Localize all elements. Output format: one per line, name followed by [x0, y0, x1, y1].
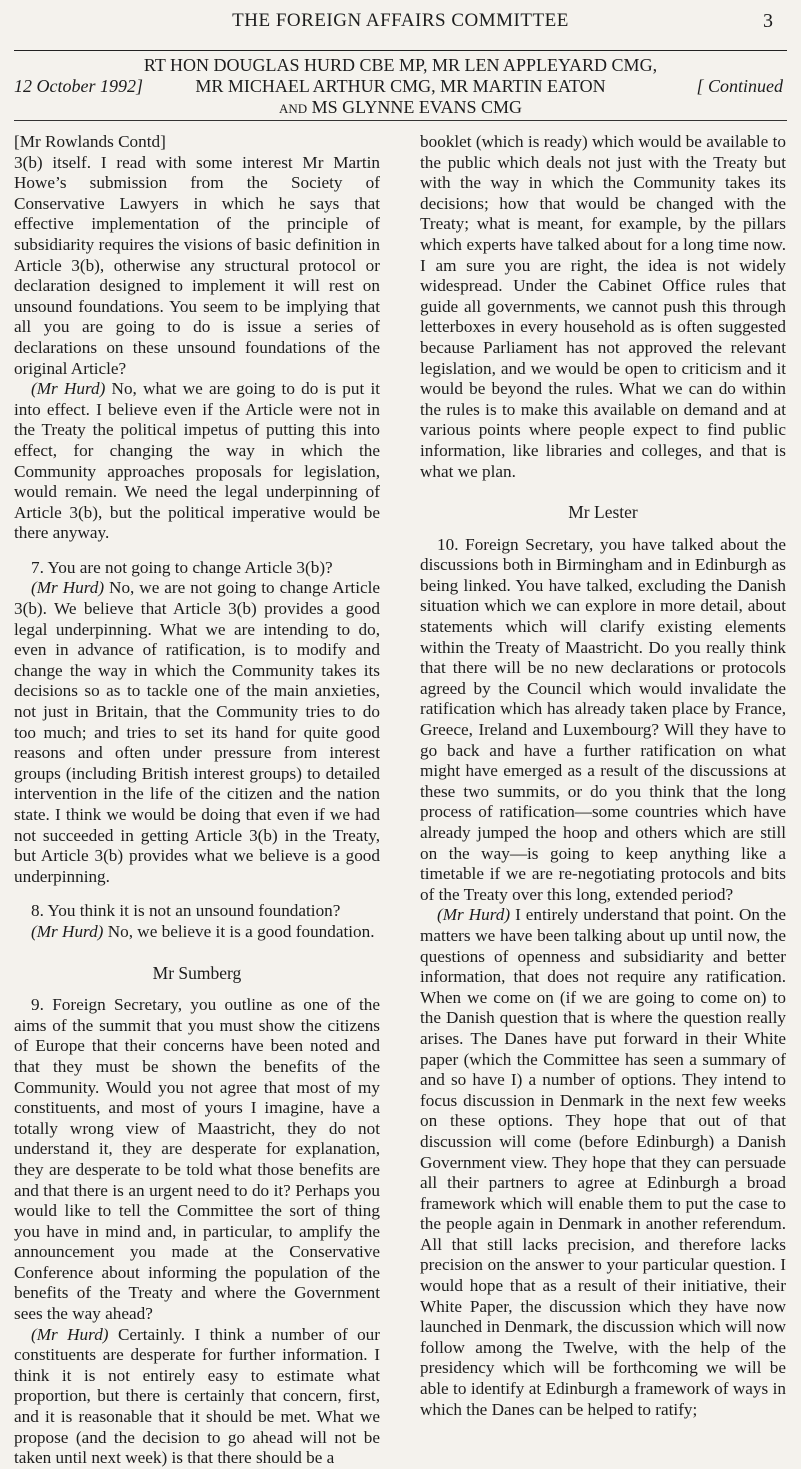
- answer-7: [14, 578, 380, 887]
- hearing-date: 12 October 1992]: [14, 76, 143, 96]
- header-rule: [14, 120, 787, 121]
- question-9: 9. Foreign Secretary, you outline as one of the aims of the summit that you must show the citizens of Europe that their concerns have been noted and that they must be shown the benefits of the Community. Would you not agree that most of my constituents, and most of yours I imagine, have a totally wrong view of Maastricht, they do not understand it, they are desperate for explanation, they are desperate to be told what those benefits are and that there is an urgent need to do it? Perhaps you would like to tell the Committee the sort of thing you have in mind and, in particular, to amplify the announcement you made at the Conservative Conference about informing the population of the benefits of the Treaty and where the Government sees the way ahead?: [14, 995, 380, 1324]
- continued-label: [ Continued: [696, 76, 783, 96]
- answer-9: [14, 1325, 380, 1469]
- running-head: [0, 10, 801, 36]
- witness-line-1: RT HON DOUGLAS HURD CBE MP, MR LEN APPLEYARD CMG,: [143, 55, 658, 75]
- question-7: 7. You are not going to change Article 3(b)?: [31, 557, 333, 577]
- right-column: [420, 132, 786, 1419]
- question-text: 3(b) itself. I read with some interest Mr Martin Howe’s submission from the Society of Conservative Lawyers in which he says that effective implementation of the principle of subsidiarity requires the visions of basic definition in Article 3(b), otherwise any structural protocol or declaration designed to implement it will rest on unsound foundations. You seem to be implying that all you are going to do is issue a series of declarations on these unsound foundations of the original Article?: [14, 152, 380, 378]
- answer-continuation: booklet (which is ready) which would be available to the public which deals not just with the Treaty but with the way in which the Community takes its decisions; how that would be changed with the Treaty; what is meant, for example, by the pillars which experts have talked about for a long time now. I am sure you are right, the idea is not widely widespread. Under the Cabinet Office rules that guide all governments, we cannot push this through letterboxes in every household as is often suggested because Parliament has not approved the relevant legislation, and we would be open to criticism and it would be beyond the rules. What we can do within the rules is to make this available on demand and at various points where people expect to find public information, like libraries and colleges, and that is what we plan.: [420, 132, 786, 481]
- answer-text: No, what we are going to do is put it into effect. I believe even if the Article were not in the Treaty the political impetus of putting this into effect, for changing the way in which the Community approaches proposals for legislation, would remain. We need the legal underpinning of Article 3(b), but the political imperative would be there anyway.: [14, 379, 380, 543]
- answer-text: No, we believe it is a good foundation.: [103, 921, 375, 941]
- question-8: 8. You think it is not an unsound foundation?: [31, 901, 341, 921]
- answer-speaker: (Mr Hurd): [437, 905, 511, 925]
- witness-line-3: and MS GLYNNE EVANS CMG: [278, 97, 523, 117]
- answer-speaker: (Mr Hurd): [31, 379, 106, 399]
- answer-speaker: (Mr Hurd): [31, 578, 105, 598]
- top-rule: [14, 50, 787, 51]
- answer-speaker: (Mr Hurd): [31, 921, 104, 941]
- left-column: [14, 132, 381, 1468]
- speaker-continuation: [Mr Rowlands Contd]: [14, 132, 166, 151]
- witness-line-2: MR MICHAEL ARTHUR CMG, MR MARTIN EATON: [195, 76, 606, 96]
- answer-text: No, we are not going to change Article 3(b). We believe that Article 3(b) provides a good legal underpinning. What we are intending to do, even in advance of ratification, is to modify and change the way in which the Community takes its decisions so as to tackle one of the main anxieties, not just in Britain, that the Community tries to do too much; and tries to set its hand for quite good reasons and often under pressure from interest groups (including British interest groups) to detailed intervention in the life of the citizen and the nation state. I think we would be doing that even if we had not succeeded in getting Article 3(b) in the Treaty, but Article 3(b) provides what we believe is a good underpinning.: [14, 578, 381, 886]
- speaker-heading-lester: Mr Lester: [568, 502, 638, 523]
- question-10: 10. Foreign Secretary, you have talked about the discussions both in Birmingham and in Edinburgh as being linked. You have talked, excluding the Danish situation which we can explore in more detail, about statements which will clarify existing elements within the Treaty of Maastricht. Do you really think that there will be no new declarations or protocols agreed by the Council which would invalidate the ratification which has already taken place by France, Greece, Ireland and Luxembourg? Will they have to go back and have a further ratification on what might have emerged as a result of the discussions at these two summits, or do you think that the long process of ratification—some countries which have already jumped the hoop and others which are still on the way—is going to keep anything like a timetable if we are re-negotiating protocols and bits of the Treaty over this long, extended period?: [420, 534, 786, 904]
- answer-8: [14, 922, 380, 943]
- answer: [14, 379, 380, 544]
- answer-text: Certainly. I think a number of our constituents are desperate for further information. I think it is not entirely easy to estimate what proportion, but there is certainly that concern, first, and it is reasonable that it should be met. What we propose (and the decision to go ahead will not be taken until next week) is that there should be a: [14, 1324, 380, 1468]
- speaker-heading-sumberg: Mr Sumberg: [152, 962, 242, 983]
- witness-block: [0, 55, 801, 119]
- page-number: 3: [763, 10, 773, 32]
- answer-speaker: (Mr Hurd): [31, 1324, 109, 1344]
- answer-10: [420, 905, 786, 1420]
- answer-text: I entirely understand that point. On the matters we have been talking about up until now, the questions of openness and subsidiarity and better information, that does not require any ratification. When we come on (if we are going to come on) to the Danish question that is where the question really arises. The Danes have put forward in their White paper (which the Committee has seen a summary of and so have I) a number of options. They intend to focus discussion in Denmark in the next few weeks on these options. They hope that out of that discussion will come (before Edinburgh) a Danish Government view. They hope that they can persuade all their partners to agree at Edinburgh a broad framework which will enable them to put the case to the people again in Denmark in another referendum. All that still lacks precision, and therefore lacks precision on the answer to your particular question. I would hope that as a result of their initiative, their White Paper, the discussion which they have now launched in Denmark, the discussion which will now follow among the Twelve, with the help of the presidency which will be forthcoming we will be able to identify at Edinburgh a framework of ways in which the Danes can be helped to ratify;: [420, 905, 786, 1419]
- running-title: THE FOREIGN AFFAIRS COMMITTEE: [232, 10, 569, 31]
